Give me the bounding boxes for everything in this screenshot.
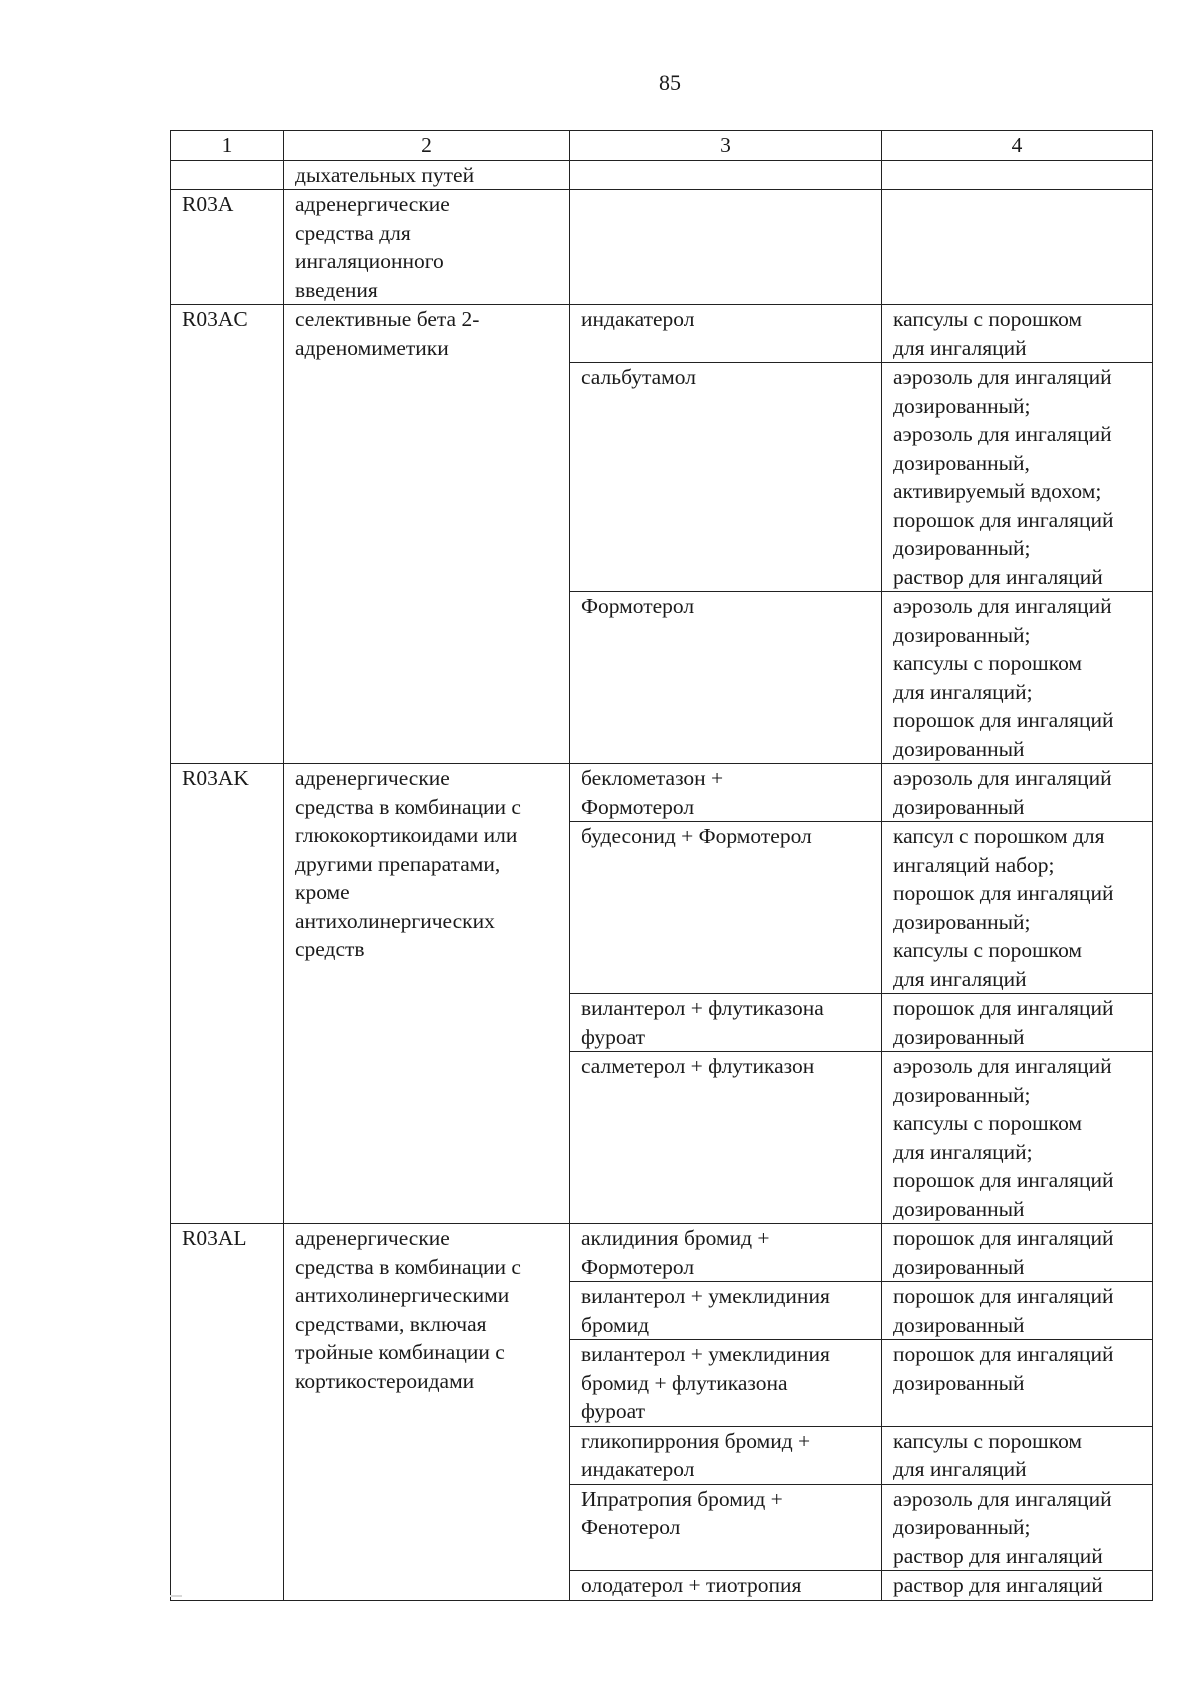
dosage-form-cell: аэрозоль для ингаляций дозированный; аэрозоль для ингаляций дозированный, активируемый вдохом; порошок для ингаляций дозированный; раствор для ингаляций [882, 363, 1153, 592]
atc-code-cell: R03AK [171, 764, 284, 1224]
dosage-form-cell [882, 160, 1153, 190]
drug-name-cell: вилантерол + флутиказона фуроат [570, 994, 882, 1052]
column-header-1: 1 [171, 131, 284, 161]
drug-name-cell: сальбутамол [570, 363, 882, 592]
drug-name-cell [570, 190, 882, 305]
dosage-form-cell: аэрозоль для ингаляций дозированный [882, 764, 1153, 822]
drug-name-cell [570, 160, 882, 190]
drug-name-cell: Ипратропия бромид + Фенотерол [570, 1484, 882, 1571]
drug-name-cell: салметерол + флутиказон [570, 1052, 882, 1224]
atc-code-cell: R03A [171, 190, 284, 305]
dosage-form-cell: порошок для ингаляций дозированный [882, 1340, 1153, 1427]
drug-name-cell: будесонид + Формотерол [570, 822, 882, 994]
drug-name-cell: беклометазон + Формотерол [570, 764, 882, 822]
dosage-form-cell: капсул с порошком для ингаляций набор; порошок для ингаляций дозированный; капсулы с порошком для ингаляций [882, 822, 1153, 994]
drug-name-cell: гликопиррония бромид + индакатерол [570, 1426, 882, 1484]
anatomical-group-cell: селективные бета 2- адреномиметики [284, 305, 570, 764]
dosage-form-cell: аэрозоль для ингаляций дозированный; капсулы с порошком для ингаляций; порошок для ингаляций дозированный [882, 592, 1153, 764]
dosage-form-cell: порошок для ингаляций дозированный [882, 1282, 1153, 1340]
drug-name-cell: вилантерол + умеклидиния бромид + флутиказона фуроат [570, 1340, 882, 1427]
atc-code-cell: R03AC [171, 305, 284, 764]
anatomical-group-cell: адренергические средства в комбинации с антихолинергическими средствами, включая тройные комбинации с кортикостероидами [284, 1224, 570, 1601]
dosage-form-cell: порошок для ингаляций дозированный [882, 994, 1153, 1052]
table-row [171, 1224, 1153, 1282]
atc-code-cell [171, 160, 284, 190]
header-row [171, 131, 1153, 161]
drug-name-cell: вилантерол + умеклидиния бромид [570, 1282, 882, 1340]
scan-mark [170, 1595, 182, 1597]
anatomical-group-cell: дыхательных путей [284, 160, 570, 190]
page-number: 85 [659, 70, 681, 95]
dosage-form-cell: аэрозоль для ингаляций дозированный; капсулы с порошком для ингаляций; порошок для ингаляций дозированный [882, 1052, 1153, 1224]
drug-name-cell: индакатерол [570, 305, 882, 363]
drug-name-cell: олодатерол + тиотропия [570, 1571, 882, 1601]
dosage-form-cell: порошок для ингаляций дозированный [882, 1224, 1153, 1282]
column-header-4: 4 [882, 131, 1153, 161]
atc-code-cell: R03AL [171, 1224, 284, 1601]
table-row [171, 160, 1153, 190]
column-header-2: 2 [284, 131, 570, 161]
table-row [171, 305, 1153, 363]
dosage-form-cell: капсулы с порошком для ингаляций [882, 1426, 1153, 1484]
dosage-form-cell: раствор для ингаляций [882, 1571, 1153, 1601]
table-row [171, 190, 1153, 305]
drug-table-body [171, 131, 1153, 1601]
dosage-form-cell: капсулы с порошком для ингаляций [882, 305, 1153, 363]
table-row [171, 764, 1153, 822]
column-header-3: 3 [570, 131, 882, 161]
drug-name-cell: аклидиния бромид + Формотерол [570, 1224, 882, 1282]
drug-table [170, 130, 1153, 1601]
anatomical-group-cell: адренергические средства для ингаляционного введения [284, 190, 570, 305]
anatomical-group-cell: адренергические средства в комбинации с глюкокортикоидами или другими препаратами, кроме антихолинергических средств [284, 764, 570, 1224]
dosage-form-cell [882, 190, 1153, 305]
drug-name-cell: Формотерол [570, 592, 882, 764]
dosage-form-cell: аэрозоль для ингаляций дозированный; раствор для ингаляций [882, 1484, 1153, 1571]
